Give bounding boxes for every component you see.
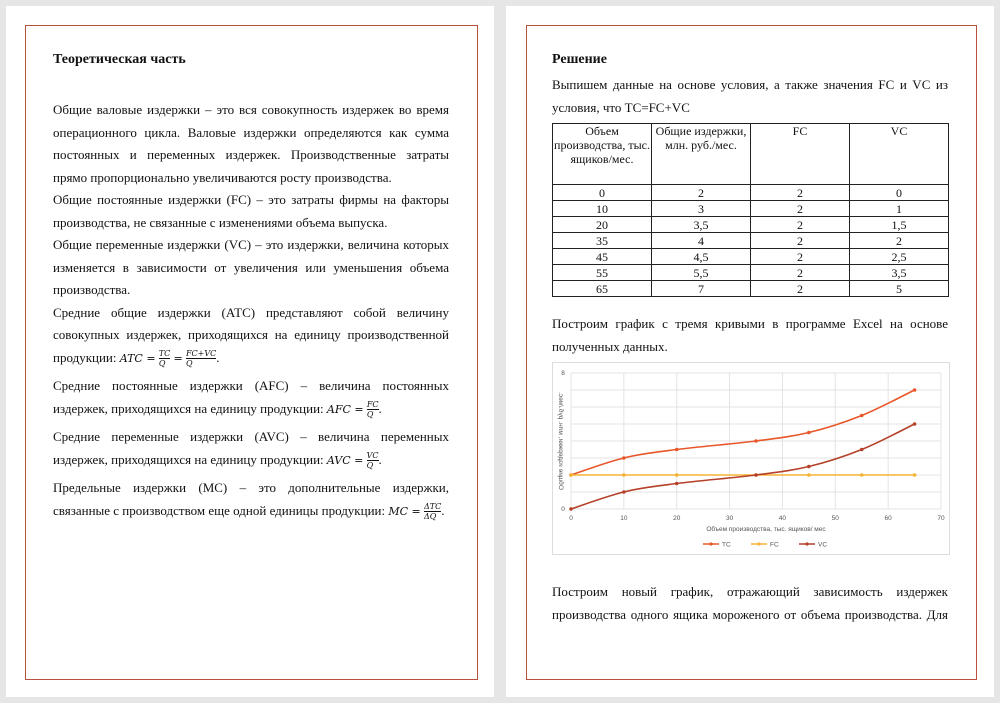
text-line: производства, не связанные с изменениями объема выпуска.: [53, 214, 388, 230]
section-title: Решение: [552, 52, 607, 67]
intro-text: [552, 74, 948, 119]
table-cell: 5,5: [652, 265, 751, 281]
data-point-vc: [860, 448, 864, 452]
data-point-tc: [807, 431, 811, 435]
data-point-fc: [675, 473, 679, 477]
text-line: постоянных и переменных издержек. Производственные затраты: [53, 147, 449, 162]
text-line: полученных данных.: [552, 338, 668, 354]
formula-line: связанные с производством еще одной единицы продукции: MC = ΔTC ΔQ .: [53, 502, 445, 522]
text-line: Средние переменные издержки (AVC) – величина переменных: [53, 429, 449, 444]
x-tick-label: 40: [778, 515, 787, 522]
formula-line: издержек, приходящихся на единицу продукции: AFC = $\frac{FC}{Q}$ .: [53, 400, 382, 420]
data-point-vc: [807, 465, 811, 469]
legend-label: TC: [722, 541, 731, 549]
chart-intro-text: [552, 313, 948, 358]
table-cell: 5: [850, 281, 949, 297]
column-header: VC: [850, 124, 949, 185]
table-row: [553, 265, 949, 281]
table-cell: 2,5: [850, 249, 949, 265]
table-cell: 55: [553, 265, 652, 281]
text-line: изменяется в зависимости от увеличения или уменьшения объема: [53, 259, 449, 275]
table-cell: 1,5: [850, 217, 949, 233]
text-line: Предельные издержки (МС) – это дополнительные издержки,: [53, 480, 449, 495]
data-point-fc: [860, 473, 864, 477]
legend-label: FC: [770, 541, 779, 549]
data-point-fc: [913, 473, 917, 477]
fraction: $\frac{TC}{Q}$: [158, 349, 171, 369]
table-cell: 7: [652, 281, 751, 297]
column-header: Объем производства, тыс. ящиков/мес.: [553, 124, 652, 185]
formula-line: продукции: ATC = $\frac{TC}{Q}$ = $\frac{FC+VC}{Q}$ .: [53, 349, 220, 369]
text-line: производства.: [53, 282, 131, 297]
data-point-vc: [675, 482, 679, 486]
text-line: Средние общие издержки (АТС) представляют собой величину: [53, 304, 449, 320]
table-row: [553, 249, 949, 265]
table-cell: 4,5: [652, 249, 751, 265]
table-cell: 4: [652, 233, 751, 249]
data-point-tc: [675, 448, 679, 452]
table-row: [553, 281, 949, 297]
table-cell: 20: [553, 217, 652, 233]
table-cell: 2: [751, 281, 850, 297]
section-title: Теоретическая часть: [53, 52, 186, 67]
table-cell: 2: [751, 233, 850, 249]
legend-marker: [805, 542, 808, 545]
x-tick-label: 60: [884, 515, 892, 522]
data-point-vc: [754, 473, 758, 477]
data-point-vc: [913, 422, 917, 426]
cost-chart: [552, 362, 950, 555]
text-line: операционного цикла. Валовые издержки определяются как сумма: [53, 124, 449, 140]
table-cell: 2: [751, 217, 850, 233]
fraction: $\frac{FC+VC}{Q}$: [186, 349, 217, 369]
data-point-fc: [622, 473, 626, 477]
data-table: [552, 123, 949, 297]
text-line: Выпишем данные на основе условия, а также значения FC и VC из: [552, 77, 948, 92]
x-tick-label: 50: [831, 515, 839, 522]
y-axis-label: Общие издержки, млн. руб./мес.: [557, 392, 564, 490]
data-point-vc: [622, 490, 626, 494]
table-cell: 2: [751, 265, 850, 281]
fraction: ΔTC ΔQ: [424, 502, 442, 522]
data-point-vc: [569, 507, 573, 511]
legend-marker: [757, 542, 760, 545]
series-line-vc: [571, 424, 915, 509]
data-point-tc: [622, 456, 626, 460]
table-cell: 2: [751, 185, 850, 201]
text-line: Общие переменные издержки (VC) – это издержки, величина которых: [53, 237, 449, 252]
text-line: производства одного ящика мороженого от объема производства. Для: [552, 606, 948, 622]
table-cell: 2: [751, 201, 850, 217]
column-header: Общие издержки, млн. руб./мес.: [652, 124, 751, 185]
data-point-tc: [913, 388, 917, 392]
table-cell: 3,5: [850, 265, 949, 281]
text-line: условия, что TC=FC+VC: [552, 99, 690, 115]
x-tick-label: 0: [569, 515, 573, 522]
table-cell: 10: [553, 201, 652, 217]
table-cell: 2: [850, 233, 949, 249]
text-line: Построим график с тремя кривыми в программе Excel на основе: [552, 316, 948, 331]
text-line: Общие валовые издержки – это вся совокупность издержек во время: [53, 102, 449, 117]
table-cell: 3,5: [652, 217, 751, 233]
data-point-tc: [860, 414, 864, 418]
table-cell: 45: [553, 249, 652, 265]
table-cell: 1: [850, 201, 949, 217]
x-axis-label: Объем производства, тыс. ящиков/ мес: [706, 526, 826, 533]
table-cell: 0: [553, 185, 652, 201]
x-tick-label: 30: [725, 515, 734, 522]
table-cell: 2: [652, 185, 751, 201]
x-tick-label: 20: [673, 515, 681, 522]
y-tick-label: 0: [561, 506, 565, 513]
table-row: [553, 217, 949, 233]
y-tick-label: 8: [561, 370, 565, 377]
theory-text: [53, 99, 449, 528]
text-line: совокупных издержек, приходящихся на единицу производственной: [53, 327, 449, 342]
fraction: $\frac{FC}{Q}$: [366, 400, 379, 420]
data-point-fc: [807, 473, 811, 477]
fraction: $\frac{VC}{Q}$: [366, 451, 379, 471]
table-row: [553, 201, 949, 217]
text-line: Средние постоянные издержки (AFC) – величина постоянных: [53, 378, 449, 393]
text-line: Общие постоянные издержки (FC) – это затраты фирмы на факторы: [53, 192, 449, 207]
text-line: Построим новый график, отражающий зависимость издержек: [552, 584, 948, 599]
table-cell: 2: [751, 249, 850, 265]
outro-text: [552, 581, 948, 626]
formula-line: издержек, приходящихся на единицу продукции: AVC = $\frac{VC}{Q}$ .: [53, 451, 382, 471]
text-line: прямо пропорционально увеличиваются росту производства.: [53, 169, 392, 185]
data-point-fc: [569, 473, 573, 477]
table-row: [553, 233, 949, 249]
table-cell: 35: [553, 233, 652, 249]
legend-label: VC: [818, 541, 828, 549]
table-cell: 65: [553, 281, 652, 297]
data-point-tc: [754, 439, 758, 443]
table-cell: 0: [850, 185, 949, 201]
x-tick-label: 70: [937, 515, 945, 522]
legend-marker: [709, 542, 712, 545]
x-tick-label: 10: [620, 515, 628, 522]
table-cell: 3: [652, 201, 751, 217]
column-header: FC: [751, 124, 850, 185]
table-row: [553, 185, 949, 201]
series-line-tc: [571, 390, 915, 475]
